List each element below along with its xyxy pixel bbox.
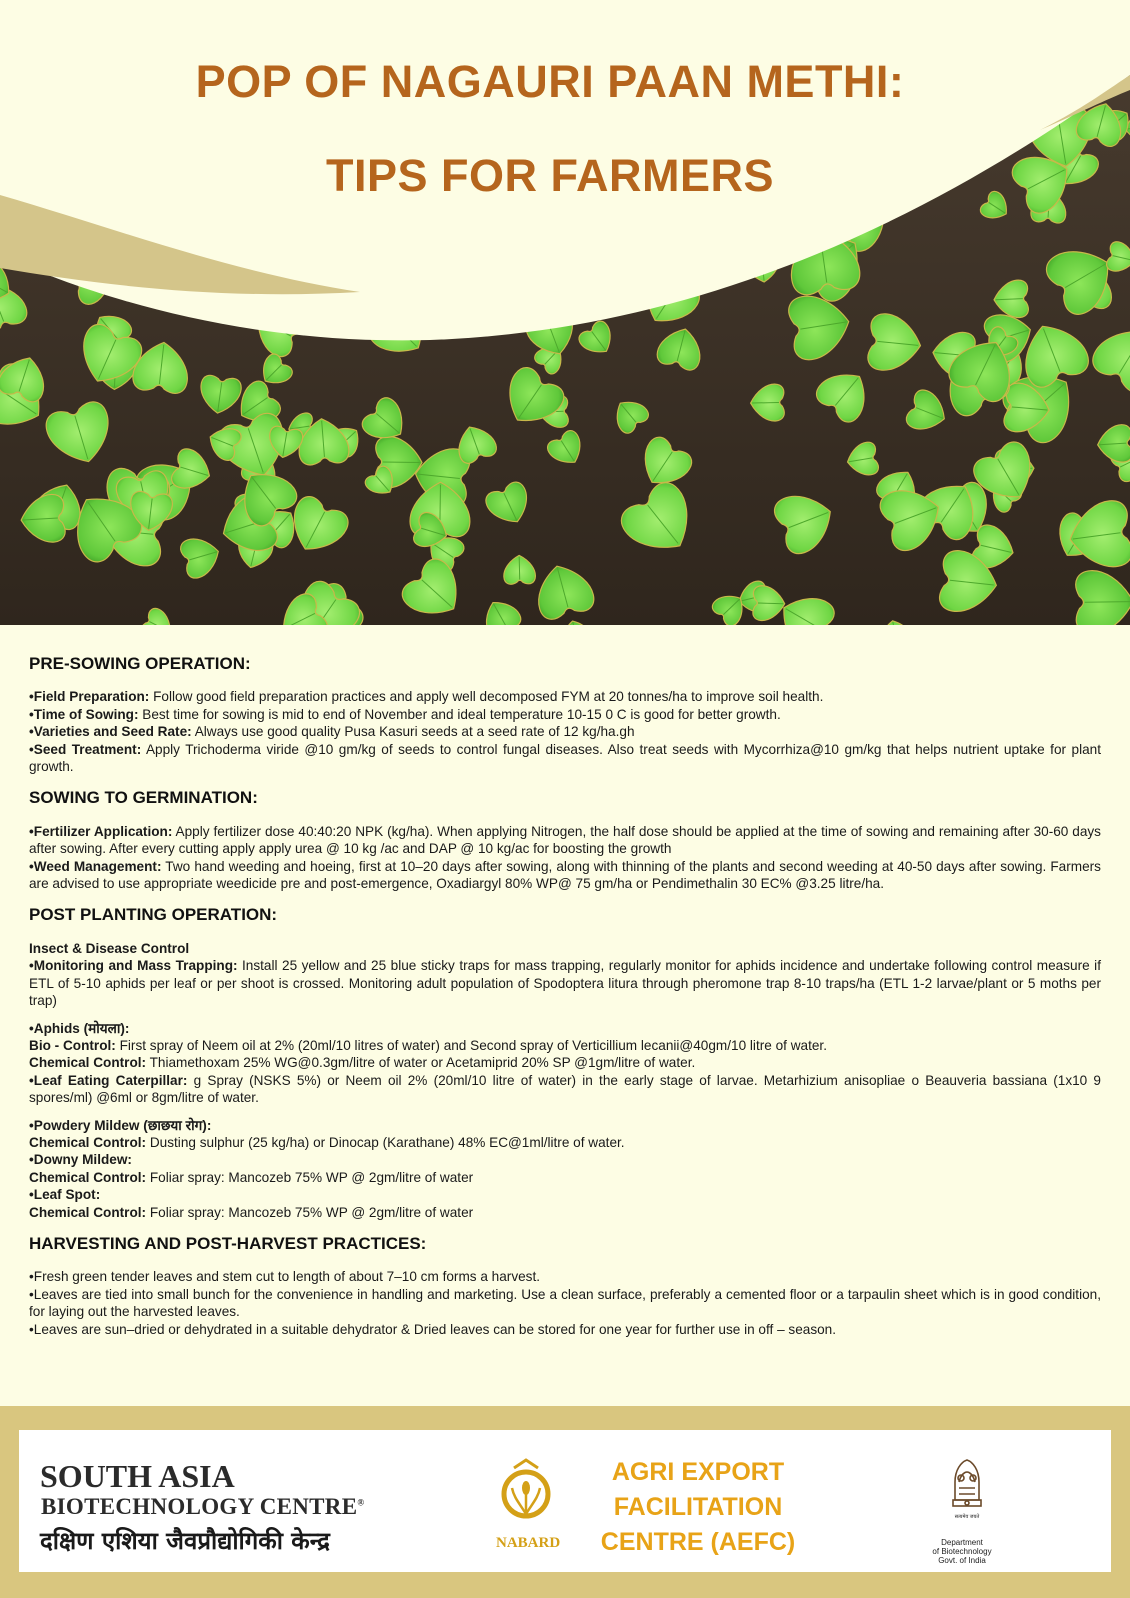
registered-mark: ® — [357, 1497, 365, 1508]
item-text: Foliar spray: Mancozeb 75% WP @ 2gm/litre of water — [146, 1204, 474, 1220]
item-label: •Varieties and Seed Rate: — [29, 724, 192, 740]
item-text: First spray of Neem oil at 2% (20ml/10 litres of water) and Second spray of Verticillium lecanii@40gm/10 litre of water. — [115, 1037, 827, 1053]
item-text: Apply Trichoderma viride @10 gm/kg of seeds to control fungal diseases. Also treat seeds with Mycorrhiza@10 gm/kg that helps nutrient uptake for plant growth. — [29, 741, 1101, 775]
aefc-logo — [588, 1455, 808, 1560]
item-text: Always use good quality Pusa Kasuri seeds at a seed rate of 12 kg/ha.gh — [191, 724, 635, 740]
list-item — [29, 858, 1101, 893]
content-body — [29, 655, 1101, 1352]
list-item — [29, 706, 1101, 723]
section-post-planting — [29, 906, 1101, 1221]
item-label: •Fertilizer Application: — [29, 823, 173, 839]
list-item — [29, 1072, 1101, 1107]
section-pre-sowing — [29, 655, 1101, 775]
list-item — [29, 723, 1101, 740]
list-item: •Fresh green tender leaves and stem cut to length of about 7–10 cm forms a harvest. — [29, 1269, 541, 1285]
section-heading: HARVESTING AND POST-HARVEST PRACTICES: — [29, 1233, 427, 1253]
item-text: Dusting sulphur (25 kg/ha) or Dinocap (Karathane) 48% EC@1ml/litre of water. — [146, 1134, 625, 1150]
disease-title: •Leaf Spot: — [29, 1187, 101, 1203]
item-text: Thiamethoxam 25% WG@0.3gm/litre of water or Acetamiprid 20% SP @1gm/litre of water. — [146, 1055, 696, 1071]
item-label: Bio - Control: — [29, 1037, 116, 1053]
sabc-logo-hindi: दक्षिण एशिया जैवप्रौद्योगिकी केन्द्र — [40, 1527, 330, 1555]
item-label: •Time of Sowing: — [29, 706, 139, 722]
item-text: Best time for sowing is mid to end of November and ideal temperature 10-15 0 C is good for better growth. — [138, 706, 781, 722]
list-item — [29, 1169, 1101, 1186]
page-title-line-1: POP OF NAGAURI PAAN METHI: — [195, 56, 905, 107]
nabard-logo-text: NABARD — [496, 1535, 561, 1551]
section-harvesting — [29, 1235, 1101, 1338]
national-emblem-icon — [945, 1452, 989, 1532]
item-label: •Monitoring and Mass Trapping: — [29, 958, 238, 974]
list-item — [29, 1054, 1101, 1071]
sabc-name: BIOTECHNOLOGY CENTRE — [41, 1494, 358, 1519]
list-item — [29, 823, 1101, 858]
emblem-motto: सत्यमेव जयते — [954, 1514, 980, 1520]
item-text: g Spray (NSKS 5%) or Neem oil 2% (20ml/10 litre of water) in the early stage of larvae. Metarhizium anisopliae o Beauveria bassiana (1x10 9 spores/ml) @6ml or 8gm/litre of water. — [29, 1072, 1101, 1106]
item-label: Chemical Control: — [29, 1169, 147, 1185]
item-text: Foliar spray: Mancozeb 75% WP @ 2gm/litre of water — [146, 1169, 474, 1185]
list-item — [29, 688, 1101, 705]
item-label: Chemical Control: — [29, 1055, 147, 1071]
aefc-line-2: FACILITATION — [613, 1493, 783, 1521]
list-item: •Leaves are tied into small bunch for the convenience in handling and marketing. Use a clean surface, preferably a cemented floor or a tarpaulin sheet which is in good condition, for laying out the harvested leaves. — [29, 1286, 1101, 1320]
aphids-title: •Aphids (मोयला): — [29, 1020, 130, 1036]
item-text: Install 25 yellow and 25 blue sticky traps for mass trapping, regularly monitor for aphids incidence and undertake following control measure if ETL of 5-10 aphids per leaf or per shoot is crossed. Monitoring adult population of Spodoptera litura through pheromone trap 8-10 traps/ha (ETL 1-2 larvae/plant or 5 moths per trap) — [29, 958, 1101, 1009]
item-label: Chemical Control: — [29, 1134, 147, 1150]
item-label: Chemical Control: — [29, 1204, 147, 1220]
item-text: Apply fertilizer dose 40:40:20 NPK (kg/ha). When applying Nitrogen, the half dose should be applied at the time of sowing and remaining after 30-60 days after sowing. After every cutting apply apply urea @ 10 kg /ac and DAP @ 10 kg/ac for boosting the growth — [29, 823, 1101, 857]
nabard-logo-icon — [500, 1458, 552, 1532]
section-heading: PRE-SOWING OPERATION: — [29, 654, 251, 673]
dbt-line-1: Department — [941, 1538, 983, 1547]
item-text: Two hand weeding and hoeing, first at 10–20 days after sowing, along with thinning of the plants and second weeding at 40-50 days after sowing. Farmers are advised to use appropriate weedicide pre and post-emergence, Oxadiargyl 80% WP@ 75 gm/ha or Pendimethalin 30 EC% @3.25 litre/ha. — [29, 858, 1101, 892]
list-item: •Leaves are sun–dried or dehydrated in a suitable dehydrator & Dried leaves can be stored for one year for further use in off – season. — [29, 1321, 837, 1337]
list-item — [29, 741, 1101, 776]
page-title-line-2: TIPS FOR FARMERS — [325, 150, 775, 201]
list-item — [29, 1204, 1101, 1221]
aefc-line-1: AGRI EXPORT — [611, 1458, 785, 1486]
section-sowing-germination — [29, 789, 1101, 892]
subheading: Insect & Disease Control — [29, 940, 190, 956]
item-label: •Leaf Eating Caterpillar: — [29, 1072, 188, 1088]
item-text: Follow good field preparation practices and apply well decomposed FYM at 20 tonnes/ha to improve soil health. — [149, 689, 824, 705]
section-heading: POST PLANTING OPERATION: — [29, 905, 278, 925]
item-label: •Field Preparation: — [29, 689, 150, 705]
dbt-logo-text — [912, 1538, 1012, 1565]
list-item — [29, 1134, 1101, 1151]
hero-banner — [0, 0, 1130, 625]
dbt-line-3: Govt. of India — [938, 1556, 986, 1565]
aefc-line-3: CENTRE (AEFC) — [600, 1528, 796, 1556]
disease-title: •Downy Mildew: — [29, 1152, 132, 1168]
dbt-line-2: of Biotechnology — [932, 1547, 992, 1556]
item-label: •Weed Management: — [29, 858, 162, 874]
sabc-logo-line-2 — [41, 1494, 364, 1520]
disease-title: •Powdery Mildew (छाछया रोग): — [29, 1117, 212, 1133]
section-heading: SOWING TO GERMINATION: — [29, 788, 258, 808]
list-item — [29, 1037, 1101, 1054]
item-label: •Seed Treatment: — [29, 741, 142, 757]
sabc-logo-line-1: SOUTH ASIA — [40, 1458, 235, 1494]
list-item — [29, 957, 1101, 1009]
